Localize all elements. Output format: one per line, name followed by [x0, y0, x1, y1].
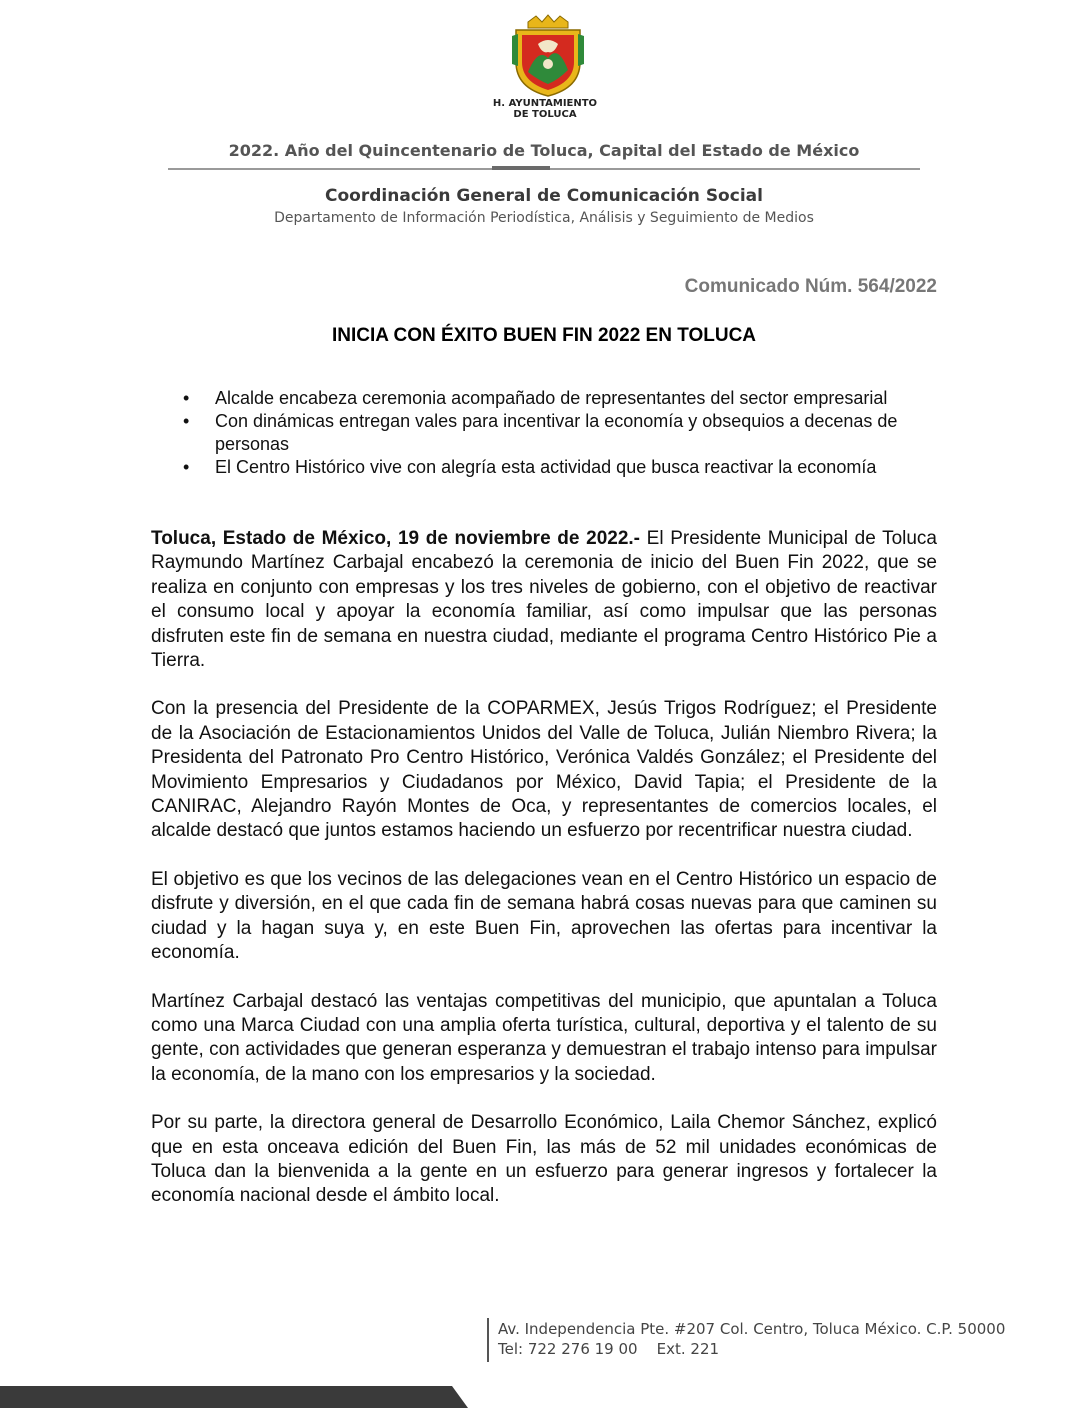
release-number: Comunicado Núm. 564/2022: [684, 276, 937, 297]
dateline: Toluca, Estado de México, 19 de noviembre de 2022.-: [151, 528, 641, 549]
summary-bullets: [215, 387, 950, 479]
department-subtitle: Departamento de Información Periodística, Análisis y Seguimiento de Medios: [274, 210, 814, 226]
paragraph-1-text: El Presidente Municipal de Toluca Raymundo Martínez Carbajal encabezó la ceremonia de inicio del Buen Fin 2022, que se realiza en conjunto con empresas y los tres niveles de gobierno, con el objetivo de reactivar el consumo local y apoyar la economía familiar, así como impulsar que las personas disfruten este fin de semana en nuestra ciudad, mediante el programa Centro Histórico Pie a Tierra.: [151, 528, 938, 672]
article-body: [151, 527, 937, 1233]
organization-name: [470, 98, 620, 120]
footer-decorative-band: [0, 1386, 468, 1408]
paragraph-4: Martínez Carbajal destacó las ventajas competitivas del municipio, que apuntalan a Toluca como una Marca Ciudad con una amplia oferta turística, cultural, deportiva y el talento de su gente, con actividades que generan esperanza y demuestran el trabajo intenso para impulsar la economía, de la mano con los empresarios y la sociedad.: [151, 990, 937, 1085]
paragraph-3: El objetivo es que los vecinos de las delegaciones vean en el Centro Histórico un espacio de disfrute y diversión, en el que cada fin de semana habrá cosas nuevas para que caminen su ciudad y la hagan suya y, en este Buen Fin, aprovechen las ofertas para incentivar la economía.: [151, 868, 937, 964]
coordination-title: Coordinación General de Comunicación Social: [325, 186, 763, 206]
bullet-item: • Con dinámicas entregan vales para incentivar la economía y obsequios a decenas de personas: [215, 410, 950, 456]
paragraph-5: Por su parte, la directora general de Desarrollo Económico, Laila Chemor Sánchez, explicó que en esta onceava edición del Buen Fin, las más de 52 mil unidades económicas de Toluca dan la bienvenida a la gente en un esfuerzo para generar ingresos y fortalecer la economía nacional desde el ámbito local.: [151, 1112, 937, 1207]
header-divider-accent: [492, 166, 550, 170]
org-line-2: DE TOLUCA: [513, 109, 577, 120]
headline: INICIA CON ÉXITO BUEN FIN 2022 EN TOLUCA: [331, 325, 757, 346]
footer-address: Av. Independencia Pte. #207 Col. Centro, Toluca México. C.P. 50000: [498, 1320, 1006, 1338]
year-motto: 2022. Año del Quincentenario de Toluca, Capital del Estado de México: [228, 141, 860, 160]
bullet-item: • El Centro Histórico vive con alegría esta actividad que busca reactivar la economía: [215, 456, 950, 479]
paragraph-2: Con la presencia del Presidente de la COPARMEX, Jesús Trigos Rodríguez; el Presidente de la Asociación de Estacionamientos Unidos del Valle de Toluca, Julián Niembro Rivera; la Presidenta del Patronato Pro Centro Histórico, Verónica Valdés González; el Presidente del Movimiento Empresarios y Ciudadanos por México, David Tapia; el Presidente de la CANIRAC, Alejandro Rayón Montes de Oca, y representantes de comercios locales, el alcalde destacó que juntos estamos haciendo un esfuerzo por recentrificar nuestra ciudad.: [151, 698, 937, 842]
bullet-item: • Alcalde encabeza ceremonia acompañado de representantes del sector empresarial: [215, 387, 950, 410]
paragraph-1: [151, 527, 937, 673]
footer-divider: [487, 1318, 489, 1362]
footer-phone: Tel: 722 276 19 00 Ext. 221: [498, 1340, 720, 1358]
org-line-1: H. AYUNTAMIENTO: [492, 98, 598, 109]
